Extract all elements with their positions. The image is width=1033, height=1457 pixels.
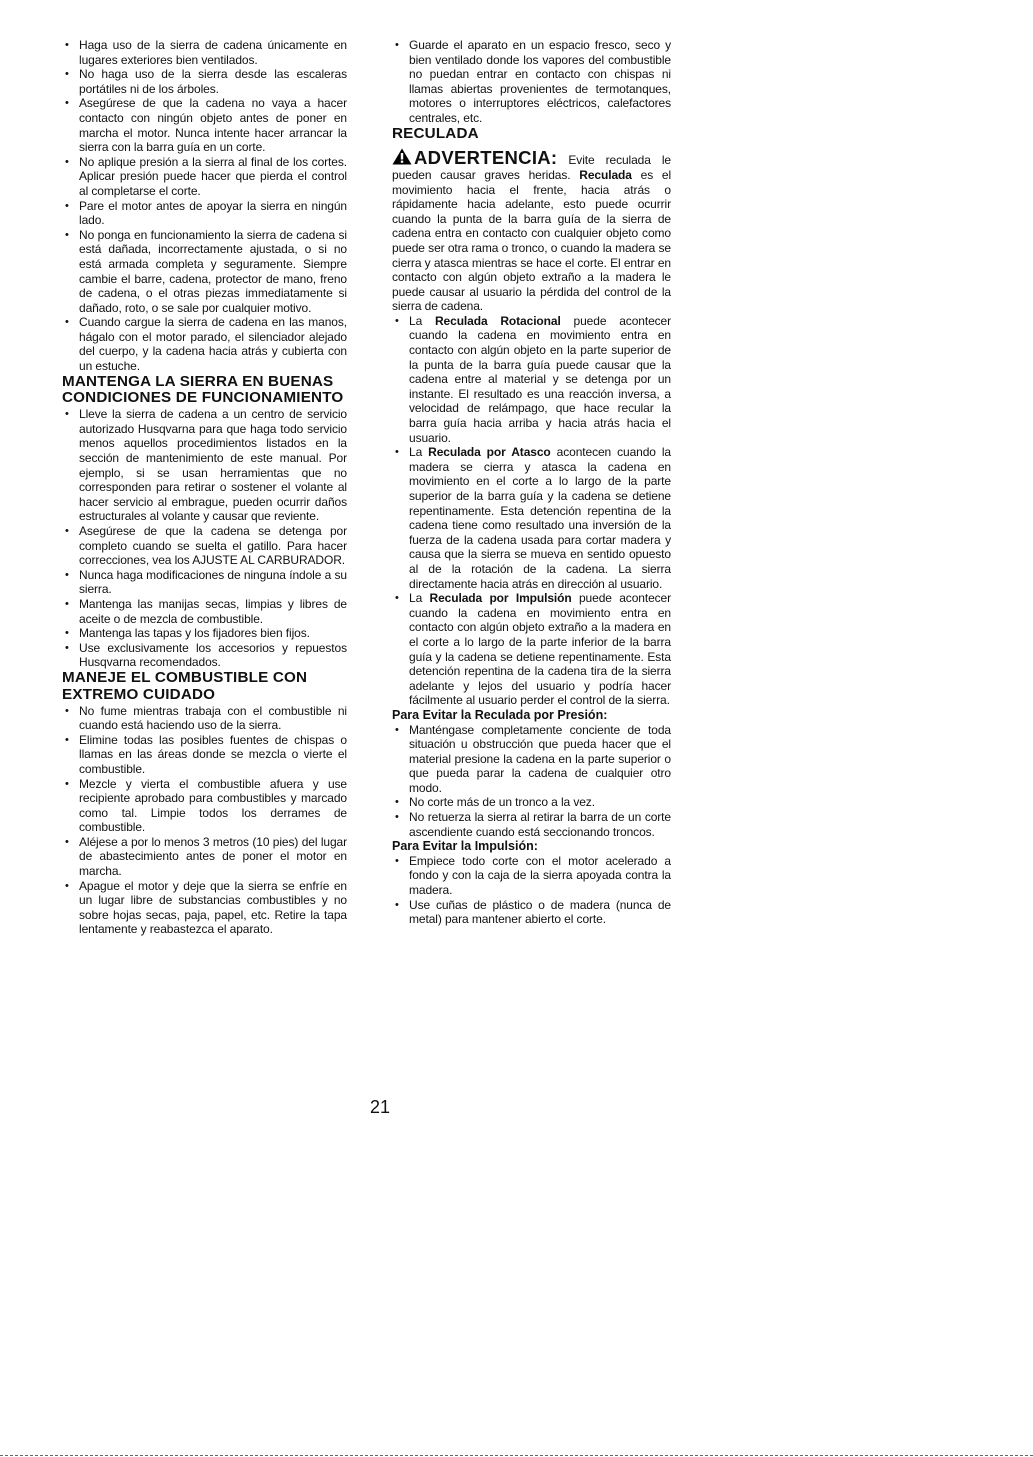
- heading-avoid-impulse: Para Evitar la Impulsión:: [392, 839, 538, 854]
- list-item: • Use cuñas de plástico o de madera (nunca de metal) para mantener abierto el corte.: [392, 898, 671, 927]
- list-item: • Nunca haga modificaciones de ninguna índole a su sierra.: [62, 568, 347, 597]
- safety-list-1: [62, 38, 347, 374]
- list-item: • Aléjese a por lo menos 3 metros (10 pies) del lugar de abastecimiento antes de poner el motor en marcha.: [62, 835, 347, 879]
- list-item: • Apague el motor y deje que la sierra se enfríe en un lugar libre de substancias combustibles y no sobre hojas secas, paja, papel, etc. Retire la tapa lentamente y reabastezca el aparato.: [62, 879, 347, 937]
- warning-paragraph: [392, 148, 671, 314]
- list-item: • No fume mientras trabaja con el combustible ni cuando está haciendo uso de la sierra.: [62, 704, 347, 733]
- warning-label: ADVERTENCIA:: [414, 147, 558, 169]
- heading-kickback: RECULADA: [392, 124, 479, 142]
- warning-triangle-icon: [392, 148, 412, 165]
- avoid-impulse-list: [392, 854, 671, 927]
- list-item: • Mantenga las tapas y los fijadores bien fijos.: [62, 626, 347, 641]
- maintenance-list: [62, 407, 347, 670]
- list-item: • Mantenga las manijas secas, limpias y libres de aceite o de mezcla de combustible.: [62, 597, 347, 626]
- warning-text-1: Evite reculada le pueden causar graves heridas.: [392, 153, 671, 182]
- fuel-list: [62, 704, 347, 938]
- list-item: • Asegúrese de que la cadena se detenga por completo cuando se suelta el gatillo. Para hacer correcciones, vea los AJUSTE AL CARBURADOR.: [62, 524, 347, 568]
- avoid-pressure-list: [392, 723, 671, 840]
- list-item: • Haga uso de la sierra de cadena únicamente en lugares exteriores bien ventilados.: [62, 38, 347, 67]
- page-number: 21: [369, 1097, 391, 1117]
- left-column: [62, 38, 347, 937]
- heading-maintain-saw: MANTENGA LA SIERRA EN BUENAS CONDICIONES DE FUNCIONAMIENTO: [62, 372, 344, 407]
- list-item: • La Reculada por Impulsión puede acontecer cuando la cadena en movimiento entra en contacto con algún objeto extraño a la madera en el corte a lo largo de la parte inferior de la barra guía y la cadena se detiene repentinamente. Esta detención repentina de la cadena tira de la sierra adelante y lejos del usuario y podría hacer fácilmente al usuario perder el control de la sierra.: [392, 591, 671, 708]
- list-item: • Elimine todas las posibles fuentes de chispas o llamas en las áreas donde se mezcla o vierte el combustible.: [62, 733, 347, 777]
- list-item: • La Reculada por Atasco acontecen cuando la madera se cierra y atasca la cadena en movimiento en el corte a lo largo de la parte superior de la barra guía y la cadena se detiene repentinamente. Esta detención repentina de la cadena tiene como resultado una inversión de la fuerza de la cadena usada para cortar madera y causa que la sierra se mueva en sentido opuesto al de la rotación de la cadena. La sierra directamente hacia atrás en dirección al usuario.: [392, 445, 671, 591]
- list-item: • Guarde el aparato en un espacio fresco, seco y bien ventilado donde los vapores del combustible no puedan entrar en contacto con chispas ni llamas abiertas provenientes de termotanques, motores o interruptores eléctricos, calefactores centrales, etc.: [392, 38, 671, 126]
- right-column: [392, 38, 671, 927]
- warning-bold-term: Reculada: [579, 167, 632, 182]
- list-item: • No haga uso de la sierra desde las escaleras portátiles ni de los árboles.: [62, 67, 347, 96]
- page-bottom-divider: [0, 1455, 1033, 1456]
- warning-text-2: es el movimiento hacia el frente, hacia atrás o rápidamente hacia adelante, esto puede ocurrir cuando la punta de la barra guía de la sierra de cadena entra en contacto con cualquier objeto como puede ser otra rama o tronco, o cuando la madera se cierra y atasca mientras se hace el corte. El entrar en contacto con algún objeto extraño a la madera le puede causar al usuario la pérdida del control de la sierra de cadena.: [392, 167, 672, 314]
- storage-list: [392, 38, 671, 126]
- list-item: • Empiece todo corte con el motor acelerado a fondo y con la caja de la sierra apoyada contra la madera.: [392, 854, 671, 898]
- list-item: • Pare el motor antes de apoyar la sierra en ningún lado.: [62, 199, 347, 228]
- list-item: • No retuerza la sierra al retirar la barra de un corte ascendiente cuando está seccionando troncos.: [392, 810, 671, 839]
- list-item: • No corte más de un tronco a la vez.: [392, 795, 671, 810]
- list-item: • Asegúrese de que la cadena no vaya a hacer contacto con ningún objeto antes de poner en marcha el motor. Nunca intente hacer arrancar la sierra con la barra guía en un corte.: [62, 96, 347, 154]
- list-item: • Mezcle y vierta el combustible afuera y use recipiente aprobado para combustibles y marcado como tal. Limpie todos los derrames de combustible.: [62, 777, 347, 835]
- list-item: • Lleve la sierra de cadena a un centro de servicio autorizado Husqvarna para que haga todo servicio menos aquellos procedimientos listados en la sección de mantenimiento de este manual. Por ejemplo, si se usan herramientas que no corresponden para retirar o sostener el volante al hacer servicio al embrague, pueden ocurrir daños estructurales al volante y causar que reviente.: [62, 407, 347, 524]
- list-item: • No ponga en funcionamiento la sierra de cadena si está dañada, incorrectamente ajustada, o si no está armada completa y seguramente. Siempre cambie el barre, cadena, protector de mano, freno de cadena, o el otras piezas immediatamente si dañado, roto, o se sale por cualquier motivo.: [62, 228, 347, 316]
- list-item: • Use exclusivamente los accesorios y repuestos Husqvarna recomendados.: [62, 641, 347, 670]
- heading-avoid-pressure: Para Evitar la Reculada por Presión:: [392, 707, 608, 722]
- kickback-types-list: [392, 314, 671, 708]
- list-item: • Cuando cargue la sierra de cadena en las manos, hágalo con el motor parado, el silenciador alejado del cuerpo, y la cadena hacia atrás y cubierta con un estuche.: [62, 315, 347, 373]
- list-item: • Manténgase completamente conciente de toda situación u obstrucción que pueda hacer que el material presione la cadena en la parte superior o que pueda parar la cadena de cualquier otro modo.: [392, 723, 671, 796]
- heading-handle-fuel: MANEJE EL COMBUSTIBLE CON EXTREMO CUIDADO: [62, 668, 308, 703]
- list-item: • No aplique presión a la sierra al final de los cortes. Aplicar presión puede hacer que pierda el control al completarse el corte.: [62, 155, 347, 199]
- list-item: • La Reculada Rotacional puede acontecer cuando la cadena en movimiento entra en contacto con algún objeto en la parte superior de la punta de la barra guía puede causar que la cadena entre al material y se detenga por un instante. El resultado es una reacción inversa, a velocidad de relámpago, que hace recular la barra guía hacia arriba y hacia atrás hacia el usuario.: [392, 314, 671, 445]
